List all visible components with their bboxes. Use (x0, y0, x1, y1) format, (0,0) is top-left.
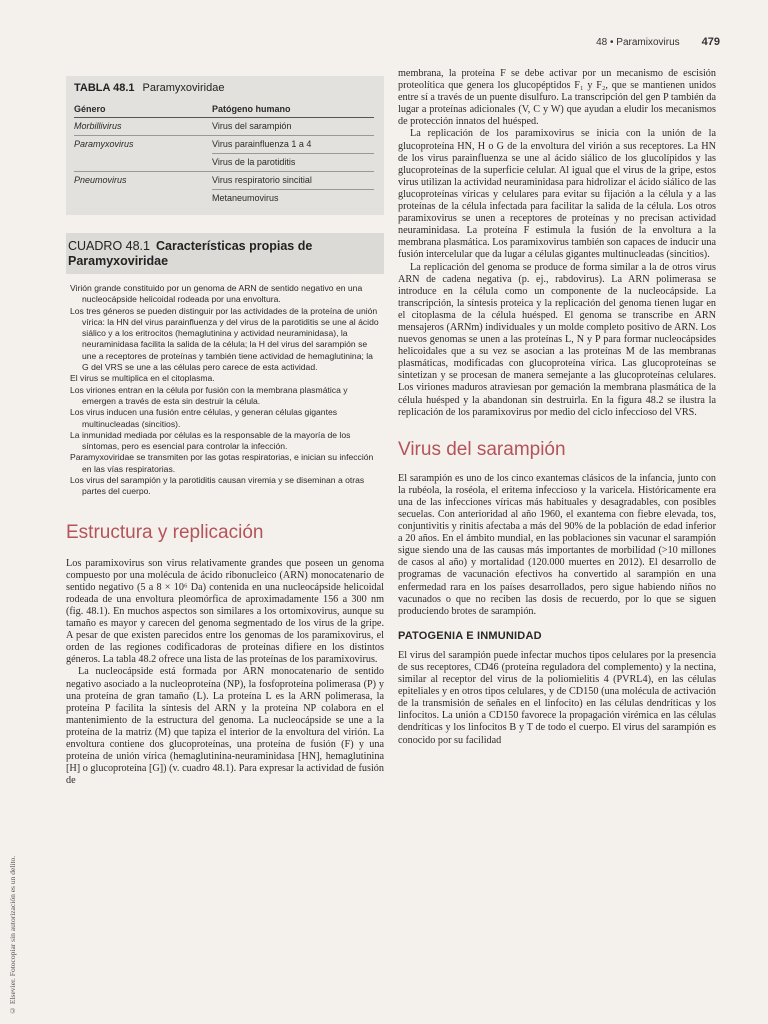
section-body-estructura (66, 558, 384, 788)
list-item: Los viriones entran en la célula por fusión con la membrana plasmática y emergen a través de esta sin destruir la célula. (70, 384, 348, 406)
table-name: Paramyxoviridae (142, 82, 225, 94)
list-item: La inmunidad mediada por células es la responsable de la mayoría de los síntomas, pero es esencial para controlar la infección. (70, 429, 351, 452)
replication-text (398, 68, 716, 419)
section-body-sarampion (398, 473, 716, 618)
paragraph: Los paramixovirus son virus relativamente grandes que poseen un genoma compuesto por una molécula de ácido ribonucleico (ARN) monocatenario de sentido negativo (5 a 8 × 10⁶ Da) contenida en una nucleocápside helicoidal rodeada de una envoltura pleomórfica de aproximadamente 156 a 300 nm (fig. 48.1). En muchos aspectos son similares a los ortomixovirus, aunque su tamaño es mayor y carecen del genoma segmentado de los virus de la gripe. A pesar de que existen parecidos entre los genomas de los paramixovirus, el orden de las regiones codificadoras de proteínas difiere en los distintos géneros. La tabla 48.2 ofrece una lista de las proteínas de los paramixovirus. (66, 557, 384, 666)
subheading-patogenia: PATOGENIA E INMUNIDAD (398, 629, 542, 642)
paragraph: La replicación del genoma se produce de forma similar a la de otros virus ARN de cadena negativa (p. ej., rabdovirus). La ARN polimerasa se introduce en la célula como un componente de la nucleocápside. La transcripción, la síntesis proteica y la replicación del genoma tienen lugar en el citoplasma de la célula huésped. El genoma se transcribe en ARN mensajeros (ARNm) individuales y un molde completo positivo de ARN. Los nuevos genomas se unen a las proteínas L, N y P para formar nucleocápsides helicoidales que a su vez se asocian a las proteínas M de las membranas plasmáticas, modificadas con glucoproteína vírica. Las glucoproteínas se sintetizan y se procesan de manera semejante a las glucoproteínas celulares. Los viriones maduros atraviesan por gemación la membrana plasmática de la célula huésped y la abandonan sin destruirla. En la figura 48.2 se ilustra la replicación de los paramixovirus por medio del ciclo infeccioso del VRS. (398, 261, 716, 418)
table-row (74, 136, 374, 154)
chapter-title: 48 • Paramixovirus (596, 36, 680, 48)
genus-cell: Morbillivirus (74, 118, 212, 136)
cuadro-48-1 (66, 233, 384, 498)
paragraph: membrana, la proteína F se debe activar por un mecanismo de escisión proteolítica que genera los glucopéptidos F₁ y F₂, que se mantienen unidos entre sí a través de un puente disulfuro. La transcripción del gen P también da lugar a proteínas adicionales (V, C y W) que ayudan a eludir los mecanismos de protección innatos del huésped. (398, 68, 716, 128)
genus-cell (74, 190, 212, 208)
cuadro-list (66, 274, 384, 498)
paragraph: La nucleocápside está formada por ARN monocatenario de sentido negativo asociado a la nucleoproteína (NP), la fosfoproteína polimerasa (P) y una proteína de gran tamaño (L). La proteína L es la ARN polimerasa, la proteína P facilita la síntesis del ARN y la proteína NP colabora en el mantenimiento de la estructura del genoma. La nucleocápside se une a la proteína de la matriz (M) que tapiza el interior de la envoltura del virión. La envoltura contiene dos glucoproteínas, una proteína de fusión (F) y una proteína de unión vírica (hemaglutinina-neuraminidasa [HN], hemaglutinina [H] o glucoproteína [G]) (v. cuadro 48.1). Para expresar la actividad de fusión de (66, 666, 384, 787)
genus-table (74, 102, 374, 207)
cuadro-label: CUADRO 48.1 (68, 239, 150, 253)
paragraph: El virus del sarampión puede infectar muchos tipos celulares por la presencia de sus receptores, CD46 (proteína reguladora del complemento) y la nectina, similar al receptor del virus de la poliomielitis 4 (PVRL4), en las células epiteliales y en otros tipos celulares, y de CD150 (una molécula de activación de la transmisión de señales en el linfocito) en las células dendríticas y los linfocitos. La unión a CD150 favorece la propagación virémica en las células dendríticas y los linfocitos B y T de todo el cuerpo. El virus del sarampión es conocido por su facilidad (398, 649, 716, 746)
cuadro-name: Características propias de Paramyxoviridae (68, 239, 313, 268)
right-column (398, 68, 716, 747)
col-header-pathogen: Patógeno humano (212, 102, 374, 118)
table-row (74, 154, 374, 172)
running-header (560, 36, 720, 48)
genus-cell: Pneumovirus (74, 175, 127, 185)
list-item: El virus se multiplica en el citoplasma. (70, 373, 215, 384)
table-label: TABLA 48.1 (74, 82, 135, 94)
genus-cell (74, 154, 212, 172)
table-row (74, 172, 374, 190)
paragraph: La replicación de los paramixovirus se inicia con la unión de la glucoproteína HN, H o G de la envoltura del virión a sus receptores. La HN de los virus parainfluenza se une al ácido siálico de los glucolípidos y las glucoproteínas de la superficie celular. Al igual que el virus de la gripe, estos virus utilizan la actividad neuraminidasa para hidrolizar el ácido siálico de las glucoproteínas víricas y celulares para evitar su fijación a la célula y a las proteínas de la célula infectada para facilitar la salida de la célula. Los otros paramixovirus se unen a receptores de proteínas y no precisan actividad neuraminidasa. La proteína F estimula la fusión de la envoltura a la membrana plasmática. Los paramixovirus también son capaces de inducir una fusión intercelular que da lugar a células gigantes multinucleadas (sincitios). (398, 128, 716, 261)
list-item: Los virus inducen una fusión entre células, y generan células gigantes multinucleadas (sincitios). (70, 407, 338, 429)
cuadro-title (66, 233, 384, 274)
pathogen-cell: Virus parainfluenza 1 a 4 (212, 136, 374, 154)
pathogen-cell: Virus respiratorio sincitial (212, 172, 374, 190)
pathogen-cell: Metaneumovirus (212, 193, 279, 203)
list-item: Virión grande constituido por un genoma de ARN de sentido negativo en una nucleocápside helicoidal rodeada por una envoltura. (70, 283, 363, 305)
table-row (74, 190, 374, 208)
table-48-1 (66, 76, 384, 215)
pathogen-cell: Virus de la parotiditis (212, 154, 374, 172)
paragraph: El sarampión es uno de los cinco exantemas clásicos de la infancia, junto con la rubéola, la roséola, el eritema infeccioso y la varicela. Históricamente era una de las infecciones víricas más habituales y desagradables, con posibles secuelas. Con anterioridad al año 1960, el exantema con fiebre elevada, tos, conjuntivitis y rinitis afectaba a más del 90% de la población de edad inferior a 20 años. En el ámbito mundial, en las poblaciones sin vacunar el sarampión sigue siendo una de las causas más importantes de morbilidad (>10 millones de casos al año) y mortalidad (120.000 muertes en 2012). El desarrollo de programas de vacunación efectivos ha convertido al sarampión en una enfermedad rara en los países desarrollados, pero sigue habiendo niños no vacunados o que no reciben las dosis de recuerdo, por lo que se siguen produciendo brotes de sarampión. (398, 472, 716, 617)
pathogen-cell: Virus del sarampión (212, 118, 374, 136)
patogenia-body (398, 650, 716, 747)
list-item: Los tres géneros se pueden distinguir por las actividades de la proteína de unión vírica: la HN del virus parainfluenza y del virus de la parotiditis se une al ácido siálico y a los eritrocitos (hemaglutinina y actividad neuraminidasa), la neuraminidasa facilita la salida de la célula; la H del virus del sarampión se une a receptores de proteínas y también tiene actividad de hemaglutinina; la G del VRS se une a las células pero carece de esta actividad. (70, 305, 379, 373)
copyright-note: © Elsevier. Fotocopiar sin autorización es un delito. (8, 855, 17, 1015)
genus-cell: Paramyxovirus (74, 139, 134, 149)
list-item: Los virus del sarampión y la parotiditis causan viremia y se diseminan a otras partes del cuerpo. (70, 475, 365, 497)
left-column (66, 76, 384, 787)
list-item: Paramyxoviridae se transmiten por las gotas respiratorias, e inician su infección en las vías respiratorias. (70, 452, 374, 474)
table-title (74, 82, 374, 94)
col-header-genus: Género (74, 102, 212, 118)
section-title-estructura: Estructura y replicación (66, 521, 264, 543)
table-row (74, 118, 374, 136)
section-title-sarampion: Virus del sarampión (398, 438, 566, 460)
page-number: 479 (701, 36, 720, 48)
